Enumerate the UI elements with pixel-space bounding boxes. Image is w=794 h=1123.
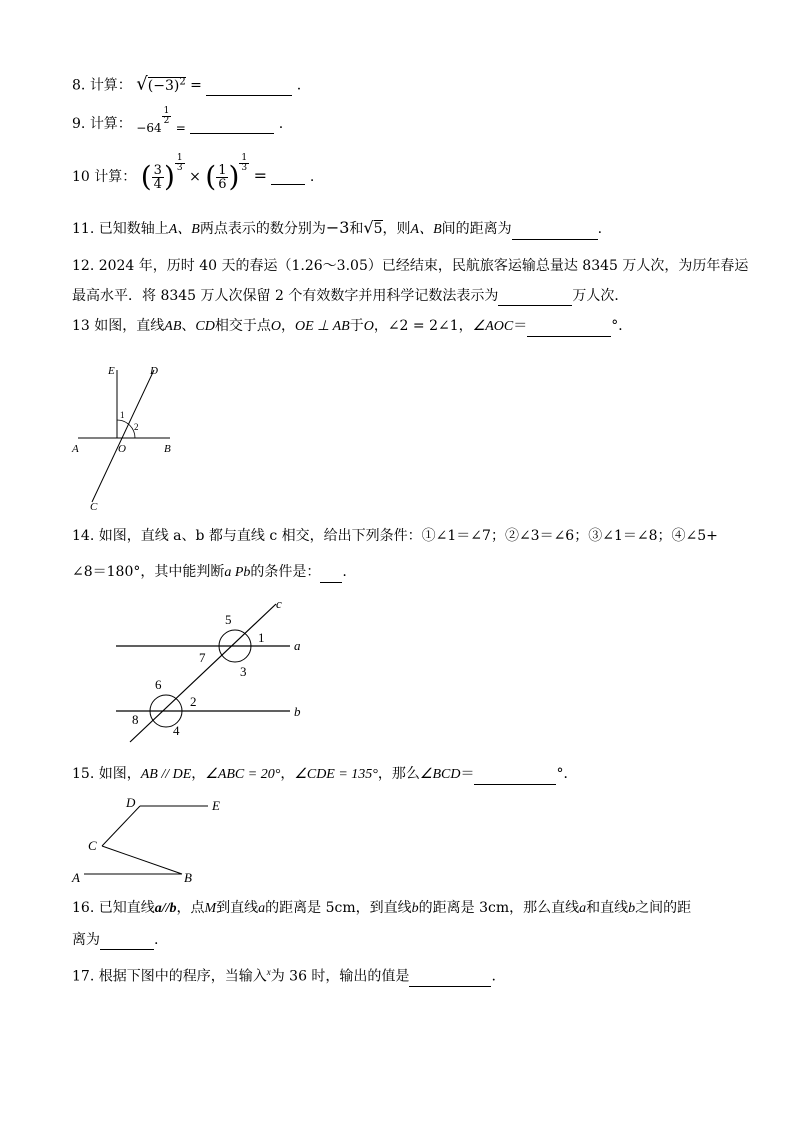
q14-label-c: c (276, 596, 282, 611)
q13-label-2: 2 (134, 422, 139, 432)
q8-label: 计算： (89, 77, 132, 94)
q14-label-b: b (294, 704, 301, 719)
q13-answer-blank[interactable] (527, 322, 611, 337)
q14-angle-8: 8 (132, 712, 139, 727)
question-16-line1: 16. 已知直线a//b，点M到直线a的距离是 5cm，到直线b的距离是 3cm，那么直线a和直线b之间的距 (72, 900, 692, 916)
q9-number: 9. (72, 116, 86, 132)
q14-angle-1: 1 (258, 630, 265, 645)
q13-label-B: B (164, 443, 171, 455)
q10-expression: ( $\frac{3}{4}$ ) $\frac{1}{3}$ × ( $\frac{1}{6}$ ) $\frac{1}{3}$ (140, 152, 248, 193)
q10-label: 计算： (94, 169, 137, 185)
q15-label-A: A (72, 870, 80, 885)
q14-angle-3: 3 (240, 664, 247, 679)
q17-answer-blank[interactable] (409, 972, 491, 987)
q13-label-C: C (90, 501, 98, 513)
question-16-line2: 离为 . (72, 932, 159, 948)
q8-answer-blank[interactable] (206, 81, 292, 96)
question-15: 15. 如图，AB // DE，∠ABC = 20°，∠CDE = 135°，那么∠BCD＝ °． (72, 764, 577, 785)
q8-expression: $√(-3)^2$ (136, 73, 186, 95)
q15-answer-blank[interactable] (474, 770, 556, 785)
q13-label-O: O (118, 443, 126, 455)
q15-label-B: B (184, 870, 192, 885)
question-14-line2: ∠8＝180°，其中能判断a Pb的条件是： . (72, 562, 347, 583)
q14-angle-7: 7 (199, 650, 206, 665)
q15-label-E: E (212, 798, 220, 813)
q8-number: 8. (72, 77, 86, 94)
q12-answer-blank[interactable] (498, 291, 572, 306)
question-8: 8. 计算： $√(-3)^2$ = . (72, 73, 302, 95)
q13-label-D: D (150, 365, 158, 377)
q9-answer-blank[interactable] (190, 119, 274, 134)
q9-expression: −64 $\frac{1}{2}$ (136, 105, 170, 135)
question-9: 9. 计算： −64 $\frac{1}{2}$ = . (72, 105, 284, 135)
q10-number: 10 (72, 169, 90, 185)
question-10: 10 计算： ( $\frac{3}{4}$ ) $\frac{1}{3}$ × ( $\frac{1}{6}$ ) $\frac{1}{3}$ = . (72, 152, 315, 193)
question-17: 17. 根据下图中的程序，当输入$^x$为 36 时，输出的值是 . (72, 967, 496, 985)
q13-label-E: E (108, 365, 115, 377)
q15-label-C: C (88, 838, 97, 853)
q14-angle-5: 5 (225, 612, 232, 627)
q15-figure (70, 794, 230, 886)
q15-label-D: D (126, 795, 136, 810)
q14-angle-2: 2 (190, 694, 197, 709)
question-11: 11. 已知数轴上A、B两点表示的数分别为−3和√5，则A、B间的距离为 . (72, 218, 602, 240)
q13-label-A: A (72, 443, 79, 455)
q14-angle-6: 6 (155, 677, 162, 692)
question-14-line1: 14. 如图，直线 a、b 都与直线 c 相交，给出下列条件：①∠1＝∠7；②∠3＝∠6；③∠1＝∠8；④∠5+ (72, 528, 718, 544)
question-12-line2: 最高水平．将 8345 万人次保留 2 个有效数字并用科学记数法表示为 万人次． (72, 288, 629, 304)
q14-label-a: a (294, 638, 301, 653)
q14-answer-blank[interactable] (320, 568, 342, 583)
question-12-line1: 12. 2024 年，历时 40 天的春运（1.26～3.05）已经结束，民航旅客运输总量达 8345 万人次，为历年春运 (72, 258, 749, 274)
q14-angle-4: 4 (173, 723, 180, 738)
q11-answer-blank[interactable] (512, 225, 598, 240)
q13-label-1: 1 (120, 410, 125, 420)
question-13: 13 如图，直线AB、CD相交于点O，OE ⊥ AB于O，∠2 = 2∠1，∠AOC＝ °． (72, 316, 632, 337)
q13-figure (70, 360, 180, 515)
q10-answer-blank[interactable] (271, 170, 305, 185)
q14-figure (110, 596, 320, 746)
q9-label: 计算： (89, 116, 132, 132)
q16-answer-blank[interactable] (100, 935, 154, 950)
